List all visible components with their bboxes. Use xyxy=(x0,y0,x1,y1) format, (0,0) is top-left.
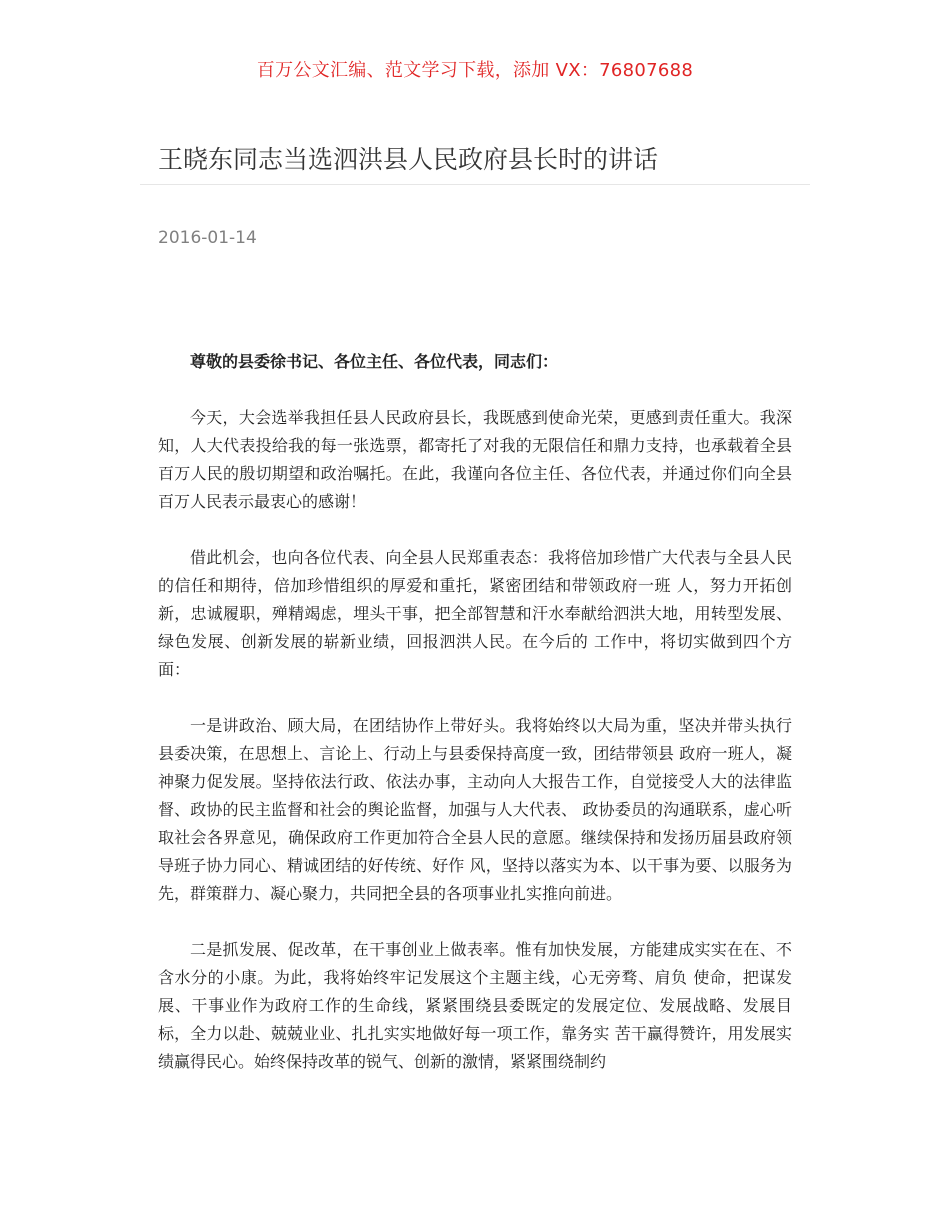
header-banner: 百万公文汇编、范文学习下载，添加 VX：76807688 xyxy=(256,60,694,81)
body-paragraph: 今天，大会选举我担任县人民政府县长，我既感到使命光荣，更感到责任重大。我深知，人大代表投给我的每一张选票，都寄托了对我的无限信任和鼎力支持，也承载着全县百万人民的殷切期望和政治嘱托。在此，我谨向各位主任、各位代表，并通过你们向全县百万人民表示最衷心的感谢！ xyxy=(158,408,792,511)
body-paragraph: 借此机会，也向各位代表、向全县人民郑重表态：我将倍加珍惜广大代表与全县人民的信任和期待，倍加珍惜组织的厚爱和重托，紧密团结和带领政府一班 人，努力开拓创新，忠诚履职，殚精竭虑，埋头干事，把全部智慧和汗水奉献给泗洪大地，用转型发展、绿色发展、创新发展的崭新业绩，回报泗洪人民。在今后的 工作中，将切实做到四个方面： xyxy=(158,548,792,679)
salutation-paragraph: 尊敬的县委徐书记、各位主任、各位代表，同志们： xyxy=(190,352,559,371)
body-paragraph: 一是讲政治、顾大局，在团结协作上带好头。我将始终以大局为重，坚决并带头执行县委决策，在思想上、言论上、行动上与县委保持高度一致，团结带领县 政府一班人，凝神聚力促发展。坚持依法行政、依法办事，主动向人大报告工作，自觉接受人大的法律监督、政协的民主监督和社会的舆论监督，加强与人大代表、 政协委员的沟通联系，虚心听取社会各界意见，确保政府工作更加符合全县人民的意愿。继续保持和发扬历届县政府领导班子协力同心、精诚团结的好传统、好作 风，坚持以落实为本、以干事为要、以服务为先，群策群力、凝心聚力，共同把全县的各项事业扎实推向前进。 xyxy=(158,716,792,903)
publish-date: 2016-01-14 xyxy=(158,228,257,248)
title-divider xyxy=(140,184,810,185)
article-title: 王晓东同志当选泗洪县人民政府县长时的讲话 xyxy=(158,145,659,174)
article-body xyxy=(158,348,792,1104)
body-paragraph: 二是抓发展、促改革，在干事创业上做表率。惟有加快发展，方能建成实实在在、不含水分的小康。为此，我将始终牢记发展这个主题主线，心无旁骛、肩负 使命，把谋发展、干事业作为政府工作的生命线，紧紧围绕县委既定的发展定位、发展战略、发展目标，全力以赴、兢兢业业、扎扎实实地做好每一项工作，靠务实 苦干赢得赞许，用发展实绩赢得民心。始终保持改革的锐气、创新的激情，紧紧围绕制约 xyxy=(158,940,792,1071)
